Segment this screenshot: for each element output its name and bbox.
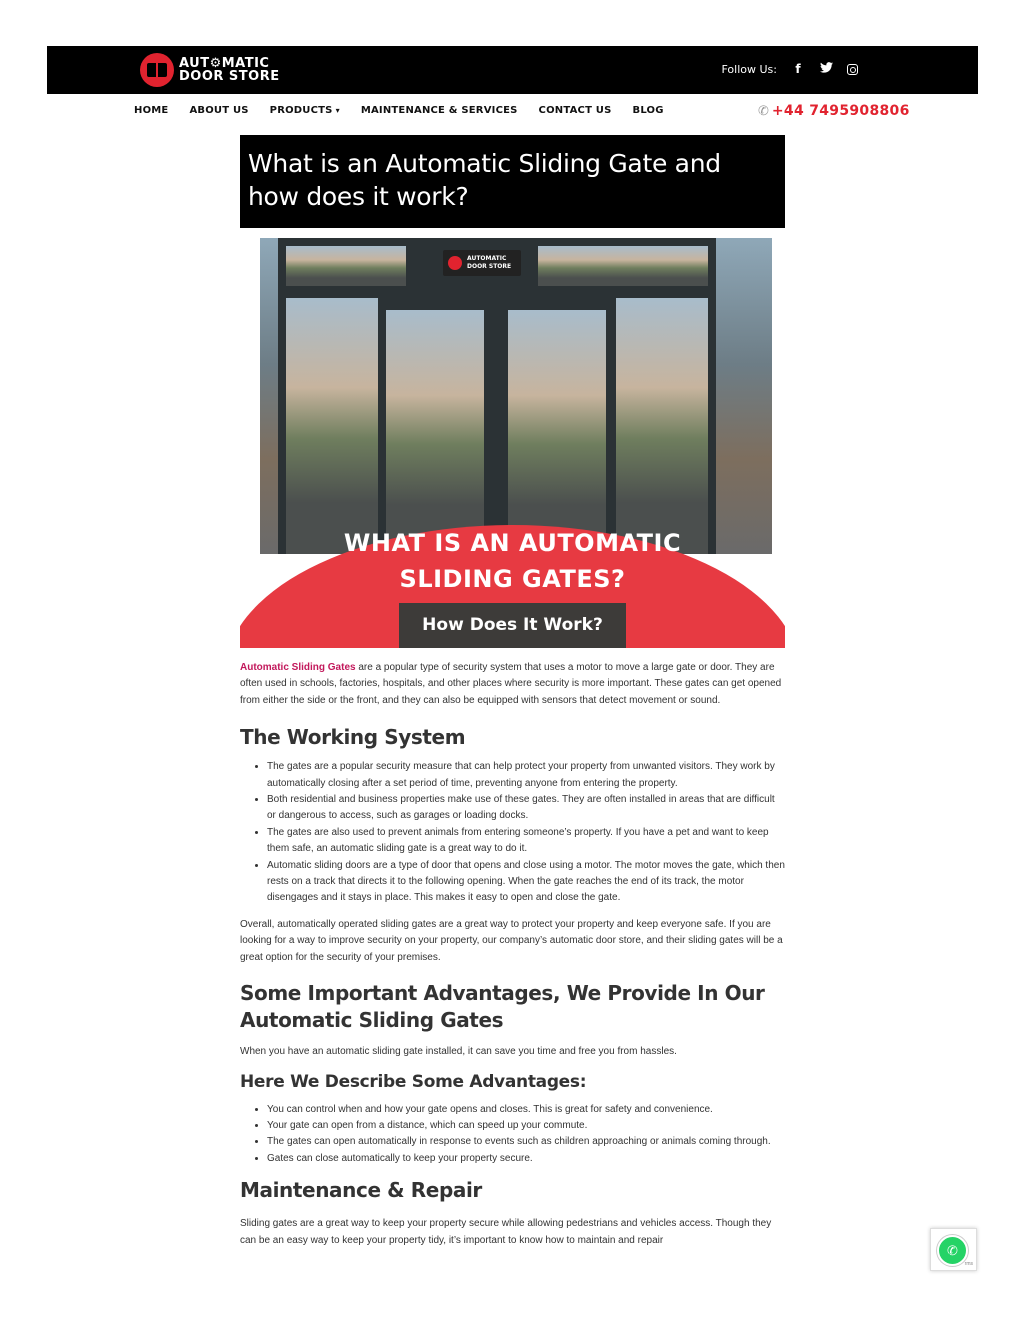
sign-line-1: AUTOMATIC	[467, 255, 507, 262]
whatsapp-icon[interactable]	[937, 1235, 968, 1266]
phone-number: +44 7495908806	[771, 103, 910, 119]
page-title-banner	[240, 135, 785, 228]
chat-widget[interactable]	[930, 1228, 977, 1271]
door-logo-icon	[140, 53, 174, 87]
hero-headline-2: SLIDING GATES?	[399, 565, 626, 593]
phone-link[interactable]	[758, 103, 910, 119]
hero-image	[240, 238, 785, 648]
intro-paragraph	[240, 660, 785, 709]
facebook-icon[interactable]: f	[795, 62, 801, 76]
heading-working-system: The Working System	[240, 725, 466, 750]
twitter-icon[interactable]	[819, 62, 833, 76]
sliding-gates-link[interactable]: Automatic Sliding Gates	[240, 662, 356, 673]
chevron-down-icon: ▾	[335, 106, 340, 115]
nav-products-label: PRODUCTS	[269, 105, 333, 116]
list-item: • Automatic sliding doors are a type of door that opens and close using a motor. The motor moves the gate, which then rests on a track that directs it to the following opening. When the gate reaches the end of its track, the motor disengages and it stays in place. This makes it easy to open and close the gate.	[267, 858, 785, 907]
sign-logo-icon	[448, 256, 462, 270]
hero-headline-1: WHAT IS AN AUTOMATIC	[343, 529, 682, 557]
door-pane	[616, 298, 708, 554]
logo-line-2: DOOR STORE	[179, 69, 280, 84]
nav-blog[interactable]: BLOG	[632, 105, 664, 116]
nav-maintenance-services[interactable]: MAINTENANCE & SERVICES	[360, 105, 518, 116]
door-pane	[538, 246, 708, 286]
instagram-icon[interactable]	[847, 64, 858, 75]
logo-line-1: AUT⚙MATIC	[179, 56, 270, 71]
heading-advantages: Some Important Advantages, We Provide In Our Automatic Sliding Gates	[240, 981, 765, 1033]
nav-contact-us[interactable]: CONTACT US	[538, 105, 612, 116]
phone-icon: ✆	[758, 103, 769, 118]
list-item: • The gates can open automatically in response to events such as children approaching or animals coming through.	[267, 1134, 785, 1150]
door-pane	[286, 246, 406, 286]
working-list	[267, 759, 785, 907]
follow-us-label: Follow Us:	[721, 62, 777, 76]
intro-text: are a popular type of security system that uses a motor to move a large gate or door. They are often used in schools, factories, hospitals, and other places where security is more important. These gates can get opened from either the side or the front, and they can also be equipped with sensors that detect movement or sound.	[240, 662, 782, 706]
site-logo[interactable]	[140, 53, 280, 87]
door-frame	[278, 238, 716, 554]
sign-line-2: DOOR STORE	[467, 263, 512, 270]
advantages-intro: When you have an automatic sliding gate installed, it can save you time and free you from hassles.	[240, 1046, 677, 1058]
list-item: • Both residential and business properties make use of these gates. They are often installed in areas that are difficult or dangerous to access, such as garages or loading docks.	[267, 792, 785, 825]
main-nav	[134, 105, 664, 116]
header-bar	[47, 46, 978, 94]
nav-about-us[interactable]: ABOUT US	[189, 105, 249, 116]
widget-small-text: rms	[964, 1261, 973, 1267]
list-item: • The gates are a popular security measure that can help protect your property from unwanted visitors. They work by automatically closing after a set period of time, preventing anyone from entering the property.	[267, 759, 785, 792]
nav-home[interactable]: HOME	[134, 105, 169, 116]
phone-glyph: ✆	[947, 1243, 958, 1258]
hero-how-it-works: How Does It Work?	[399, 603, 626, 648]
list-item: • The gates are also used to prevent animals from entering someone’s property. If you have a pet and want to keep them safe, an automatic sliding gate is a great way to do it.	[267, 825, 785, 858]
door-pane	[286, 298, 378, 554]
nav-products[interactable]	[270, 105, 340, 116]
heading-describe-advantages: Here We Describe Some Advantages:	[240, 1071, 587, 1092]
overall-paragraph: Overall, automatically operated sliding gates are a great way to protect your property and keep everyone safe. If you are looking for a way to improve security on your property, our company’s automatic door store, and their sliding gates will be a great option for the security of your premises.	[240, 918, 783, 963]
advantages-list	[267, 1102, 785, 1168]
door-pane	[508, 310, 606, 554]
door-pane	[386, 310, 484, 554]
page-title: What is an Automatic Sliding Gate and how does it work?	[248, 149, 721, 211]
list-item: • You can control when and how your gate opens and closes. This is great for safety and convenience.	[267, 1102, 785, 1118]
list-item: • Your gate can open from a distance, which can speed up your commute.	[267, 1118, 785, 1134]
maintenance-paragraph: Sliding gates are a great way to keep your property secure while allowing pedestrians and vehicles access. Though they can be an easy way to keep your property tidy, it’s important to know how to maintain and repair	[240, 1218, 772, 1246]
list-item: • Gates can close automatically to keep your property secure.	[267, 1151, 785, 1167]
store-sign	[443, 250, 521, 276]
social-links	[722, 62, 859, 76]
heading-maintenance: Maintenance & Repair	[240, 1178, 482, 1203]
article-body	[240, 660, 785, 1249]
